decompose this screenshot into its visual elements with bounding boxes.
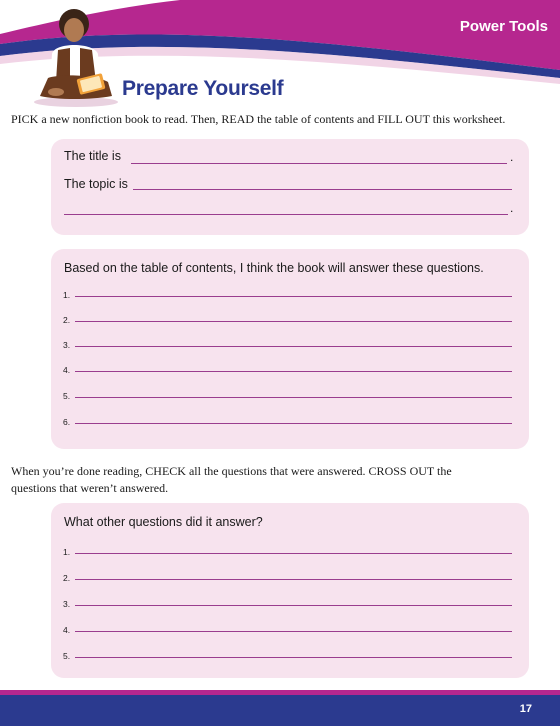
- question-number: 3.: [63, 340, 71, 350]
- other-questions-panel: [51, 503, 529, 678]
- question-line[interactable]: [75, 631, 512, 632]
- question-line[interactable]: [75, 605, 512, 606]
- intro-instructions: PICK a new nonfiction book to read. Then, READ the table of contents and FILL OUT this worksheet.: [11, 112, 506, 126]
- other-questions-prompt: What other questions did it answer?: [64, 515, 263, 529]
- predicted-questions-prompt: Based on the table of contents, I think the book will answer these questions.: [64, 261, 484, 275]
- question-number: 5.: [63, 391, 71, 401]
- question-number: 1.: [63, 290, 71, 300]
- reading-child-illustration: [28, 4, 124, 108]
- after-reading-instructions: [11, 463, 452, 497]
- topic-blank-continued[interactable]: [64, 214, 508, 215]
- predicted-questions-panel: [51, 249, 529, 449]
- page-title: Prepare Yourself: [122, 77, 284, 100]
- question-number: 3.: [63, 599, 71, 609]
- title-label: The title is: [64, 149, 121, 163]
- question-line[interactable]: [75, 321, 512, 322]
- question-line[interactable]: [75, 553, 512, 554]
- question-line[interactable]: [75, 346, 512, 347]
- question-line[interactable]: [75, 657, 512, 658]
- title-blank[interactable]: [131, 163, 507, 164]
- question-number: 4.: [63, 625, 71, 635]
- after-reading-line-1: When you’re done reading, CHECK all the questions that were answered. CROSS OUT the: [11, 464, 452, 478]
- question-number: 1.: [63, 547, 71, 557]
- topic-period: .: [510, 201, 514, 215]
- topic-blank[interactable]: [133, 189, 512, 190]
- title-period: .: [510, 150, 514, 164]
- topic-label: The topic is: [64, 177, 128, 191]
- after-reading-line-2: questions that weren’t answered.: [11, 481, 169, 495]
- section-label: Power Tools: [459, 18, 548, 35]
- question-number: 2.: [63, 315, 71, 325]
- question-line[interactable]: [75, 371, 512, 372]
- question-line[interactable]: [75, 579, 512, 580]
- question-number: 2.: [63, 573, 71, 583]
- question-line[interactable]: [75, 296, 512, 297]
- book-info-panel: [51, 139, 529, 235]
- question-line[interactable]: [75, 423, 512, 424]
- question-number: 5.: [63, 651, 71, 661]
- footer-bar: [0, 695, 560, 726]
- page-number: 17: [519, 703, 532, 715]
- question-line[interactable]: [75, 397, 512, 398]
- question-number: 4.: [63, 365, 71, 375]
- question-number: 6.: [63, 417, 71, 427]
